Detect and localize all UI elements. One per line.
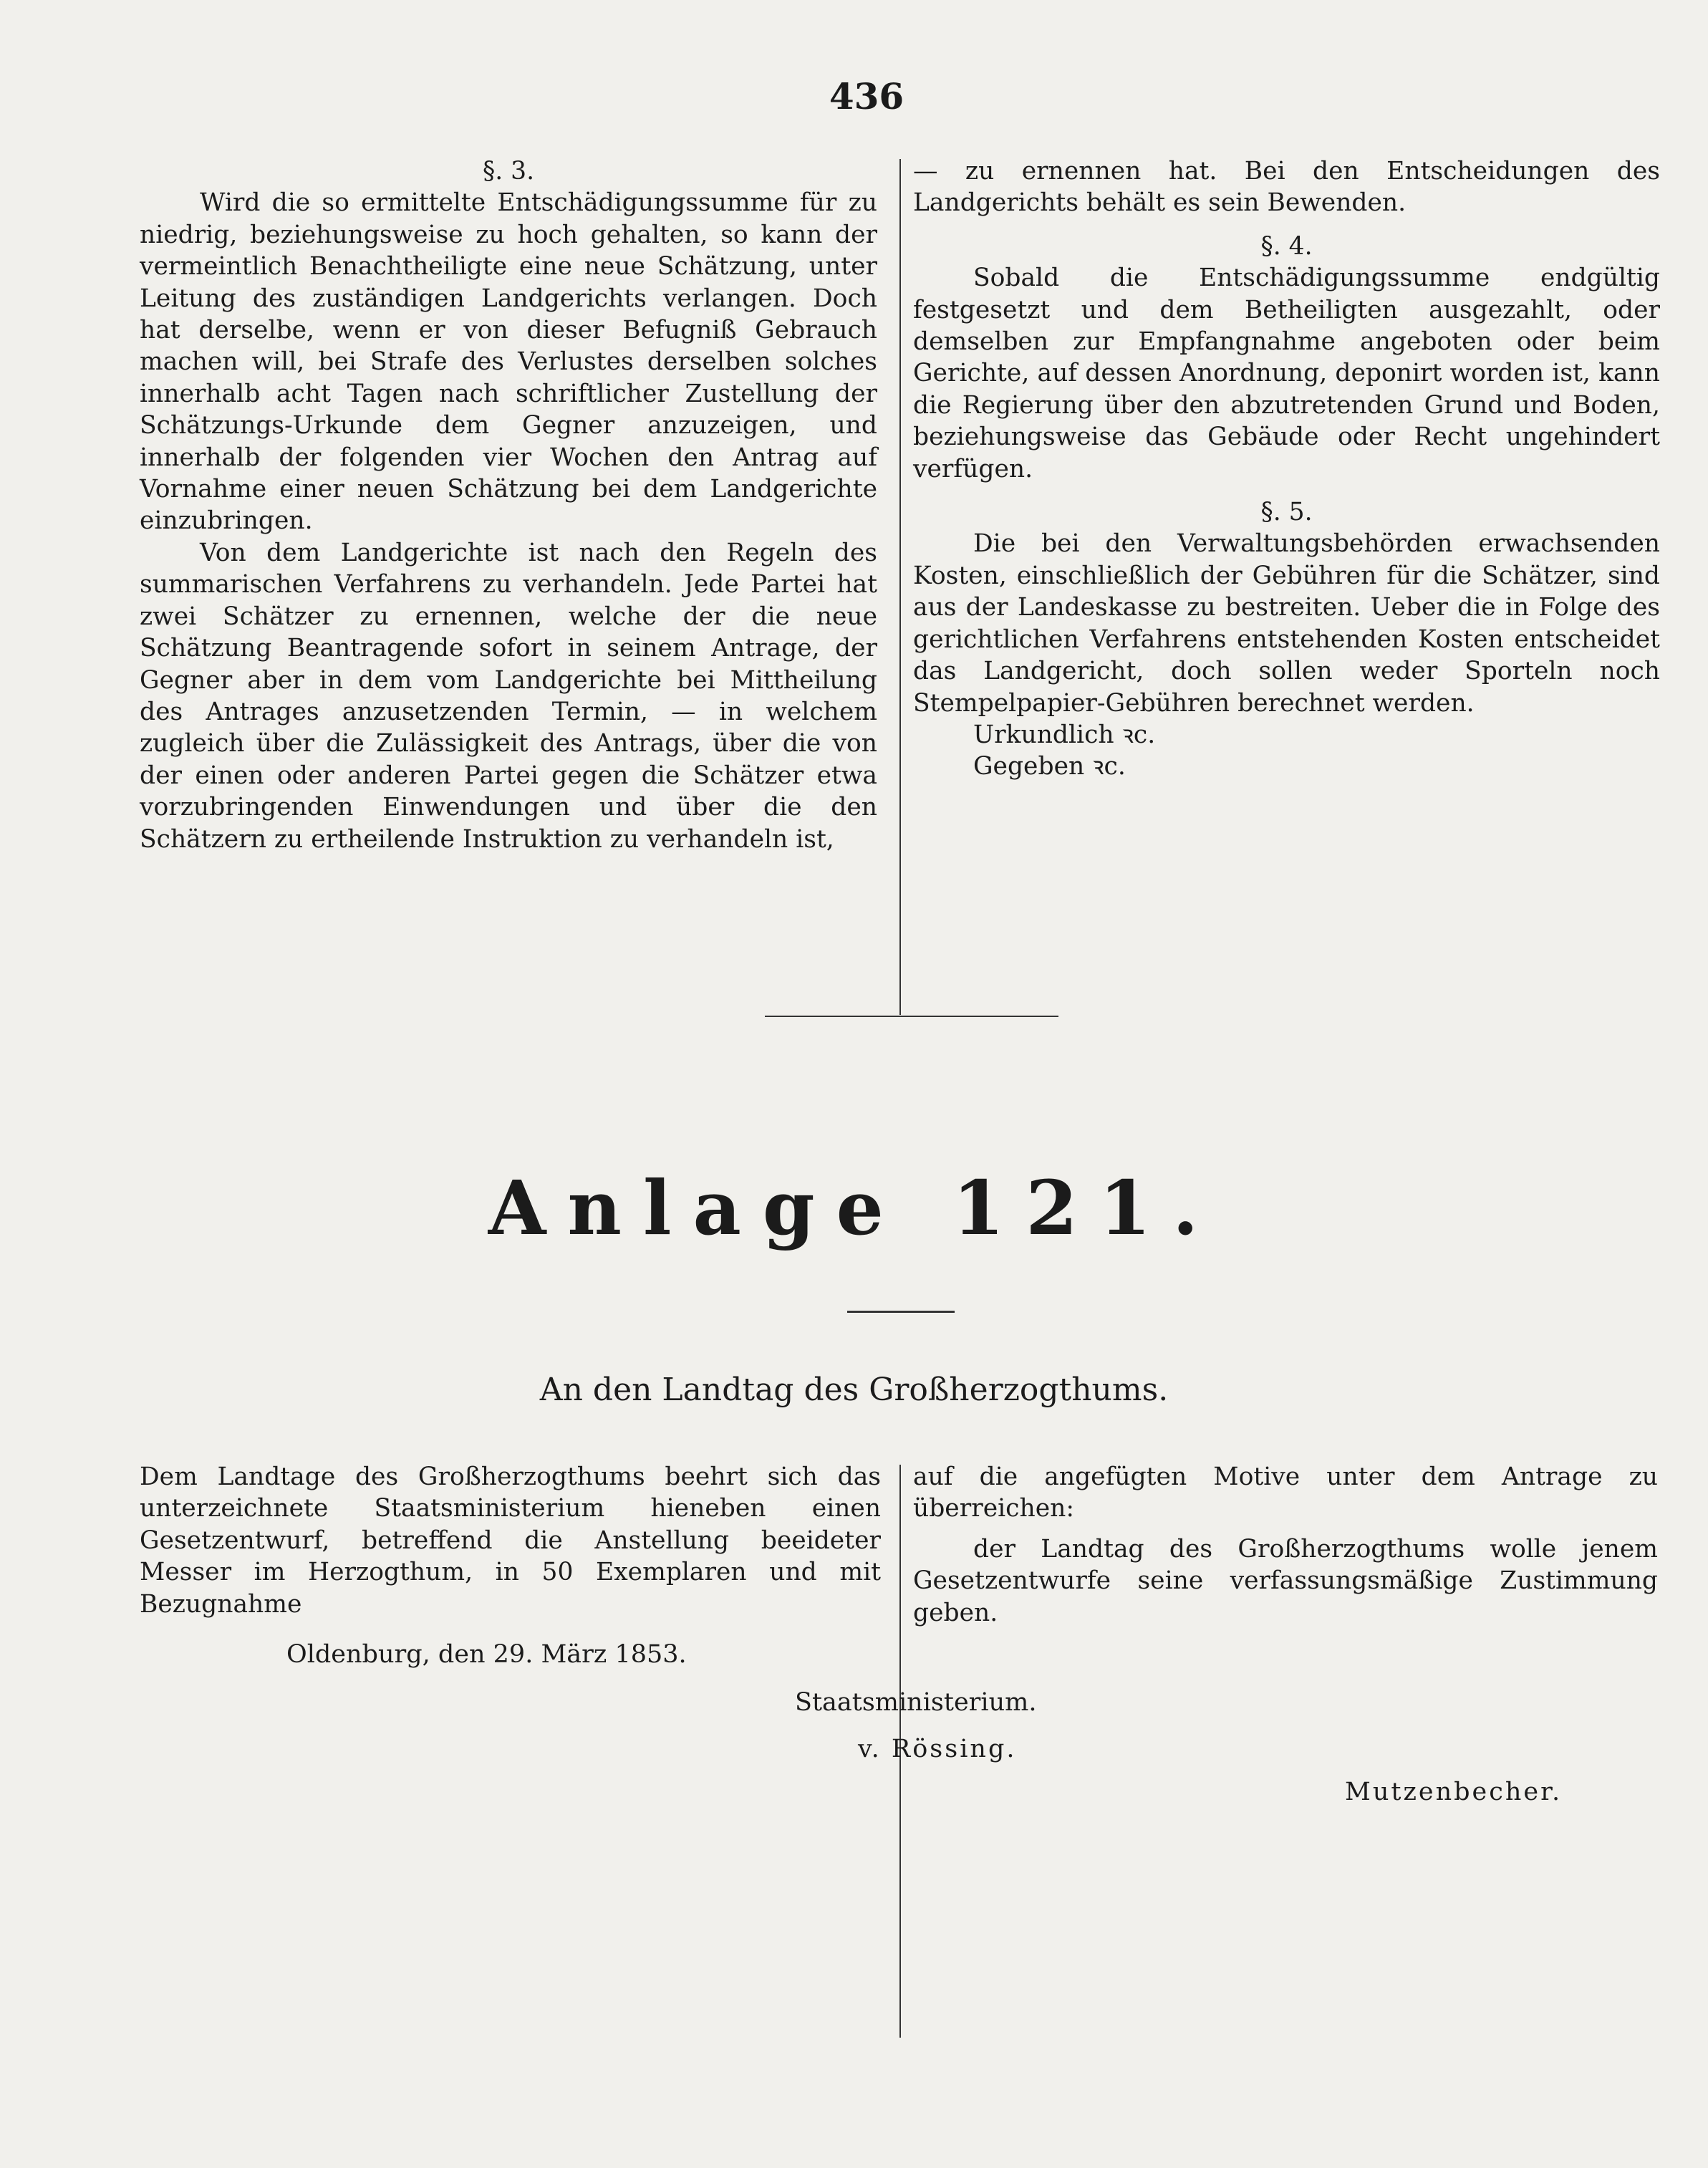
right-column-top bbox=[913, 155, 1660, 783]
anlage-title: Anlage 121. bbox=[488, 1164, 1220, 1252]
column-divider-top bbox=[899, 159, 901, 1015]
section-3-paragraph-2: Von dem Landgerichte ist nach den Regeln des summarischen Verfahrens zu verhandeln. Jede Partei hat zwei Schätzer zu ernennen, welche der die neue Schätzung Beantragende sofort in seinem Antrage, der Gegner aber in dem vom Landgerichte bei Mittheilung des Antrages anzusetzenden Termin, — in welchem zugleich über die Zulässigkeit des Antrags, über die von der einen oder anderen Partei gegen die Schätzer etwa vorzubringenden Einwendungen und über die den Schätzern zu ertheilende Instruktion zu verhandeln ist, bbox=[140, 538, 877, 854]
right-column-bottom bbox=[913, 1461, 1658, 1629]
cosigner-name: Mutzenbecher. bbox=[1345, 1778, 1563, 1806]
section-5-paragraph: Die bei den Verwaltungsbehörden erwachsenden Kosten, einschließlich der Gebühren für die Schätzer, sind aus der Landeskasse zu bestreiten. Ueber die in Folge des gerichtlichen Verfahrens entstehenden Kosten entscheidet das Landgericht, doch sollen weder Sporteln noch Stempelpapier-Gebühren berechnet werden. bbox=[913, 529, 1660, 718]
address-heading: An den Landtag des Großherzogthums. bbox=[539, 1372, 1169, 1408]
place-date: Oldenburg, den 29. März 1853. bbox=[286, 1640, 687, 1669]
end-rule bbox=[765, 1016, 1058, 1017]
gegeben-line: Gegeben ꝛc. bbox=[973, 752, 1126, 781]
urkundlich-line: Urkundlich ꝛc. bbox=[973, 720, 1156, 749]
section-3-paragraph-1: Wird die so ermittelte Entschädigungssumme für zu niedrig, beziehungsweise zu hoch gehalten, so kann der vermeintlich Benachtheiligte eine neue Schätzung, unter Leitung des zuständigen Landgerichts verlangen. Doch hat derselbe, wenn er von dieser Befugniß Gebrauch machen will, bei Strafe des Verlustes derselben solches innerhalb acht Tagen nach schriftlicher Zustellung der Schätzungs-Urkunde dem Gegner anzuzeigen, und innerhalb der folgenden vier Wochen den Antrag auf Vornahme einer neuen Schätzung bei dem Landgerichte einzubringen. bbox=[140, 188, 877, 536]
page-number: 436 bbox=[829, 75, 904, 117]
cover-letter-paragraph: Dem Landtage des Großherzogthums beehrt sich das unterzeichnete Staatsministerium hieneben einen Gesetzentwurf, betreffend die Anstellung beeidеter Messer im Herzogthum, in 50 Exemplaren und mit Bezugnahme bbox=[140, 1463, 881, 1619]
motive-paragraph: auf die angefügten Motive unter dem Antrage zu überreichen: bbox=[913, 1463, 1658, 1523]
section-5-heading: §. 5. bbox=[1260, 498, 1313, 527]
title-rule bbox=[847, 1311, 955, 1313]
section-3-heading: §. 3. bbox=[482, 157, 535, 186]
section-4-paragraph: Sobald die Entschädigungssumme endgültig festgesetzt und dem Betheiligten ausgezahlt, oder demselben zur Empfangnahme angeboten oder beim Gerichte, auf dessen Anordnung, deponirt worden ist, kann die Regierung über den abzutretenden Grund und Boden, beziehungsweise das Gebäude oder Recht ungehindert verfügen. bbox=[913, 264, 1660, 483]
left-column-top bbox=[140, 155, 877, 855]
section-4-heading: §. 4. bbox=[1260, 231, 1313, 261]
motion-paragraph: der Landtag des Großherzogthums wolle jenem Gesetzentwurfe seine verfassungsmäßige Zustimmung geben. bbox=[913, 1534, 1658, 1627]
left-column-bottom bbox=[140, 1461, 881, 1620]
signer-name: v. Rössing. bbox=[858, 1735, 1017, 1763]
ministry-signature: Staatsministerium. bbox=[795, 1688, 1037, 1717]
continuation-paragraph: — zu ernennen hat. Bei den Entscheidungen des Landgerichts behält es sein Bewenden. bbox=[913, 157, 1660, 218]
